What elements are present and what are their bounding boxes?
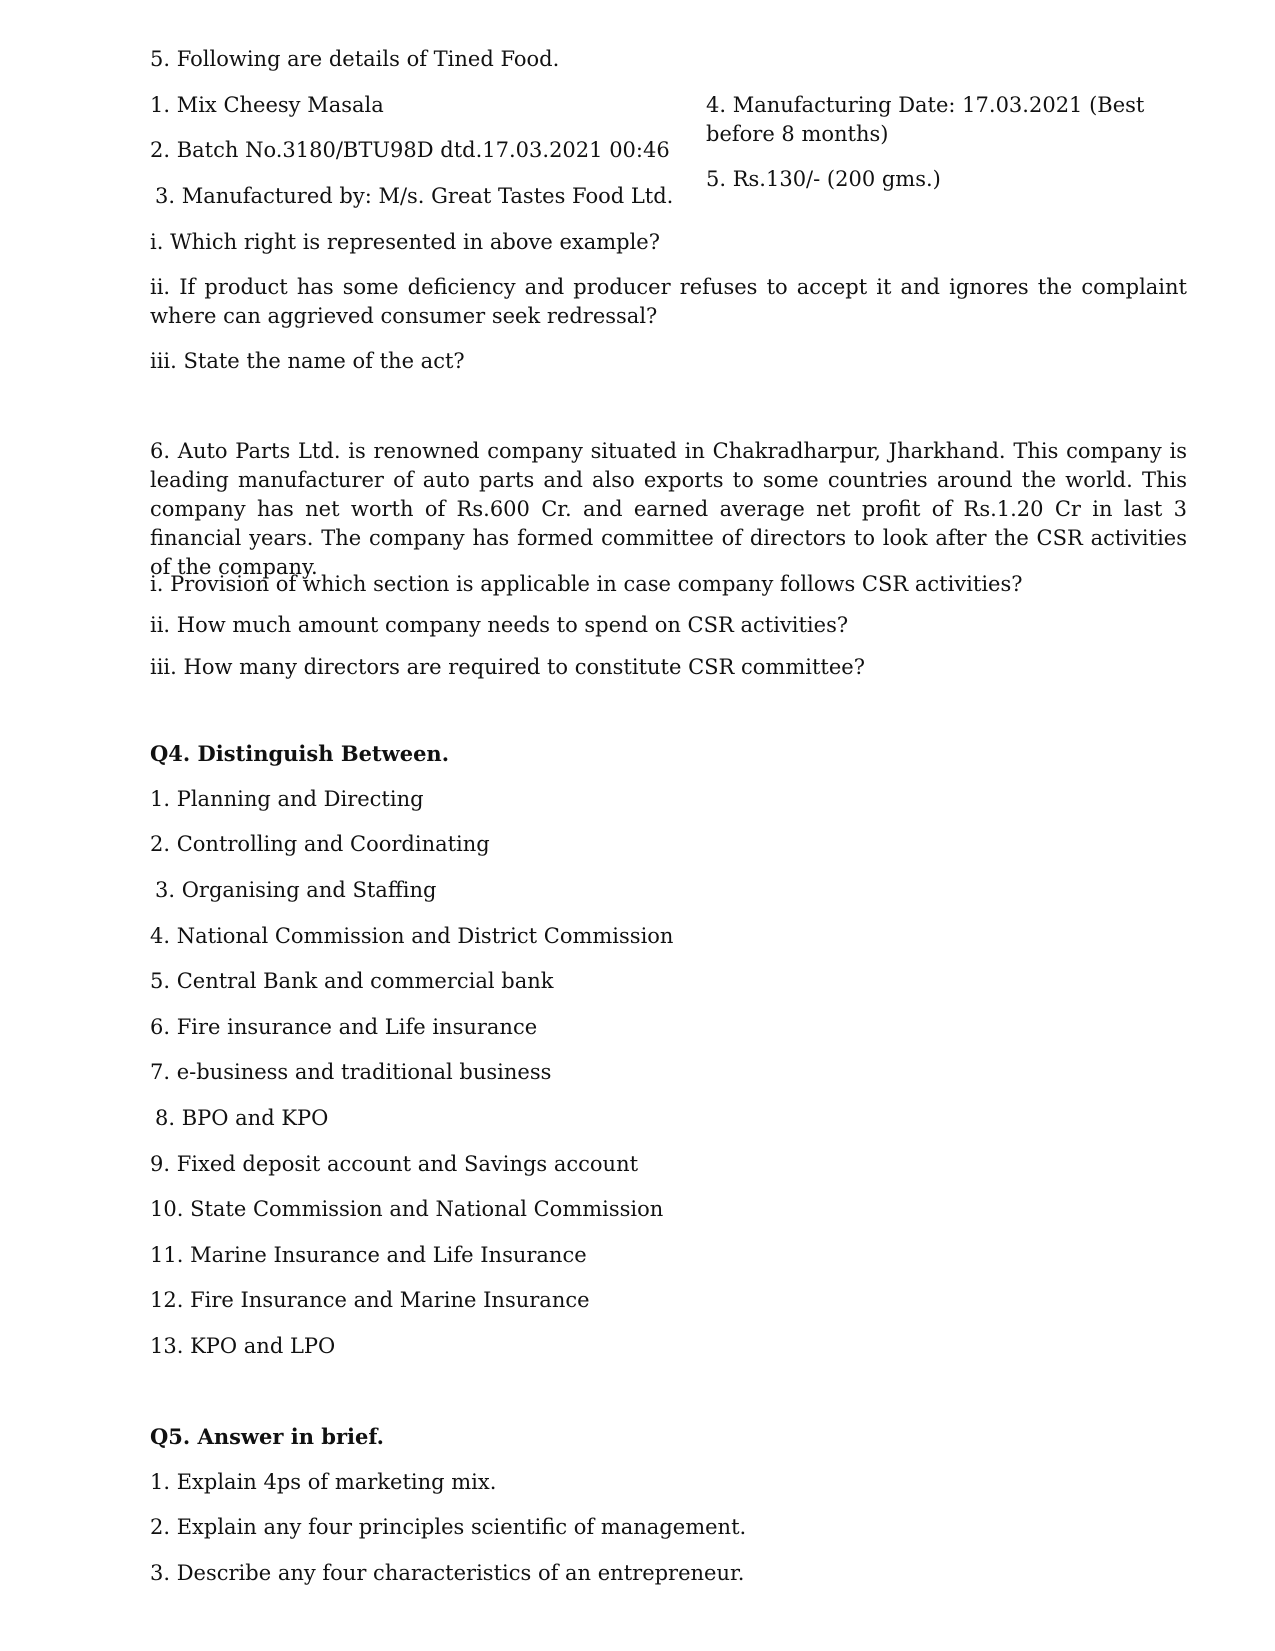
item5-heading: 5. Following are details of Tined Food. xyxy=(150,47,560,71)
q4-item-10: 10. State Commission and National Commission xyxy=(150,1197,664,1221)
q4-item-12: 12. Fire Insurance and Marine Insurance xyxy=(150,1288,590,1312)
q4-item-13: 13. KPO and LPO xyxy=(150,1334,336,1358)
item6-question-3: iii. How many directors are required to constitute CSR committee? xyxy=(150,655,865,679)
q4-item-11: 11. Marine Insurance and Life Insurance xyxy=(150,1243,587,1267)
item6-question-1: i. Provision of which section is applicable in case company follows CSR activities? xyxy=(150,572,1023,596)
q4-heading: Q4. Distinguish Between. xyxy=(150,741,450,766)
q4-item-3: 3. Organising and Staffing xyxy=(155,878,437,902)
q5-item-1: 1. Explain 4ps of marketing mix. xyxy=(150,1470,497,1494)
item5-question-2: ii. If product has some deficiency and producer refuses to accept it and ignores the complaint where can aggrieved consumer seek redressal? xyxy=(150,275,1187,328)
q4-item-9: 9. Fixed deposit account and Savings account xyxy=(150,1152,639,1176)
q4-item-5: 5. Central Bank and commercial bank xyxy=(150,969,554,993)
q5-heading: Q5. Answer in brief. xyxy=(150,1424,384,1449)
item5-question-1: i. Which right is represented in above example? xyxy=(150,230,660,254)
q4-item-4: 4. National Commission and District Commission xyxy=(150,924,674,948)
item5-question-3: iii. State the name of the act? xyxy=(150,349,465,373)
q4-item-2: 2. Controlling and Coordinating xyxy=(150,832,490,856)
food-detail-2: 2. Batch No.3180/BTU98D dtd.17.03.2021 00:46 xyxy=(150,138,670,162)
q4-item-1: 1. Planning and Directing xyxy=(150,787,424,811)
item6-question-2: ii. How much amount company needs to spend on CSR activities? xyxy=(150,613,849,637)
food-detail-1: 1. Mix Cheesy Masala xyxy=(150,93,384,117)
q4-item-7: 7. e-business and traditional business xyxy=(150,1060,552,1084)
q5-item-2: 2. Explain any four principles scientific of management. xyxy=(150,1515,747,1539)
q4-item-6: 6. Fire insurance and Life insurance xyxy=(150,1015,538,1039)
food-detail-5: 5. Rs.130/- (200 gms.) xyxy=(706,167,941,191)
food-detail-4: 4. Manufacturing Date: 17.03.2021 (Best before 8 months) xyxy=(706,93,1145,146)
item6-paragraph: 6. Auto Parts Ltd. is renowned company situated in Chakradharpur, Jharkhand. This company is leading manufacturer of auto parts and also exports to some countries around the world. This company has net worth of Rs.600 Cr. and earned average net profit of Rs.1.20 Cr in last 3 financial years. The company has formed committee of directors to look after the CSR activities of the company. xyxy=(150,439,1187,579)
food-detail-3: 3. Manufactured by: M/s. Great Tastes Food Ltd. xyxy=(155,184,674,208)
q4-item-8: 8. BPO and KPO xyxy=(155,1106,329,1130)
q5-item-3: 3. Describe any four characteristics of an entrepreneur. xyxy=(150,1561,745,1585)
